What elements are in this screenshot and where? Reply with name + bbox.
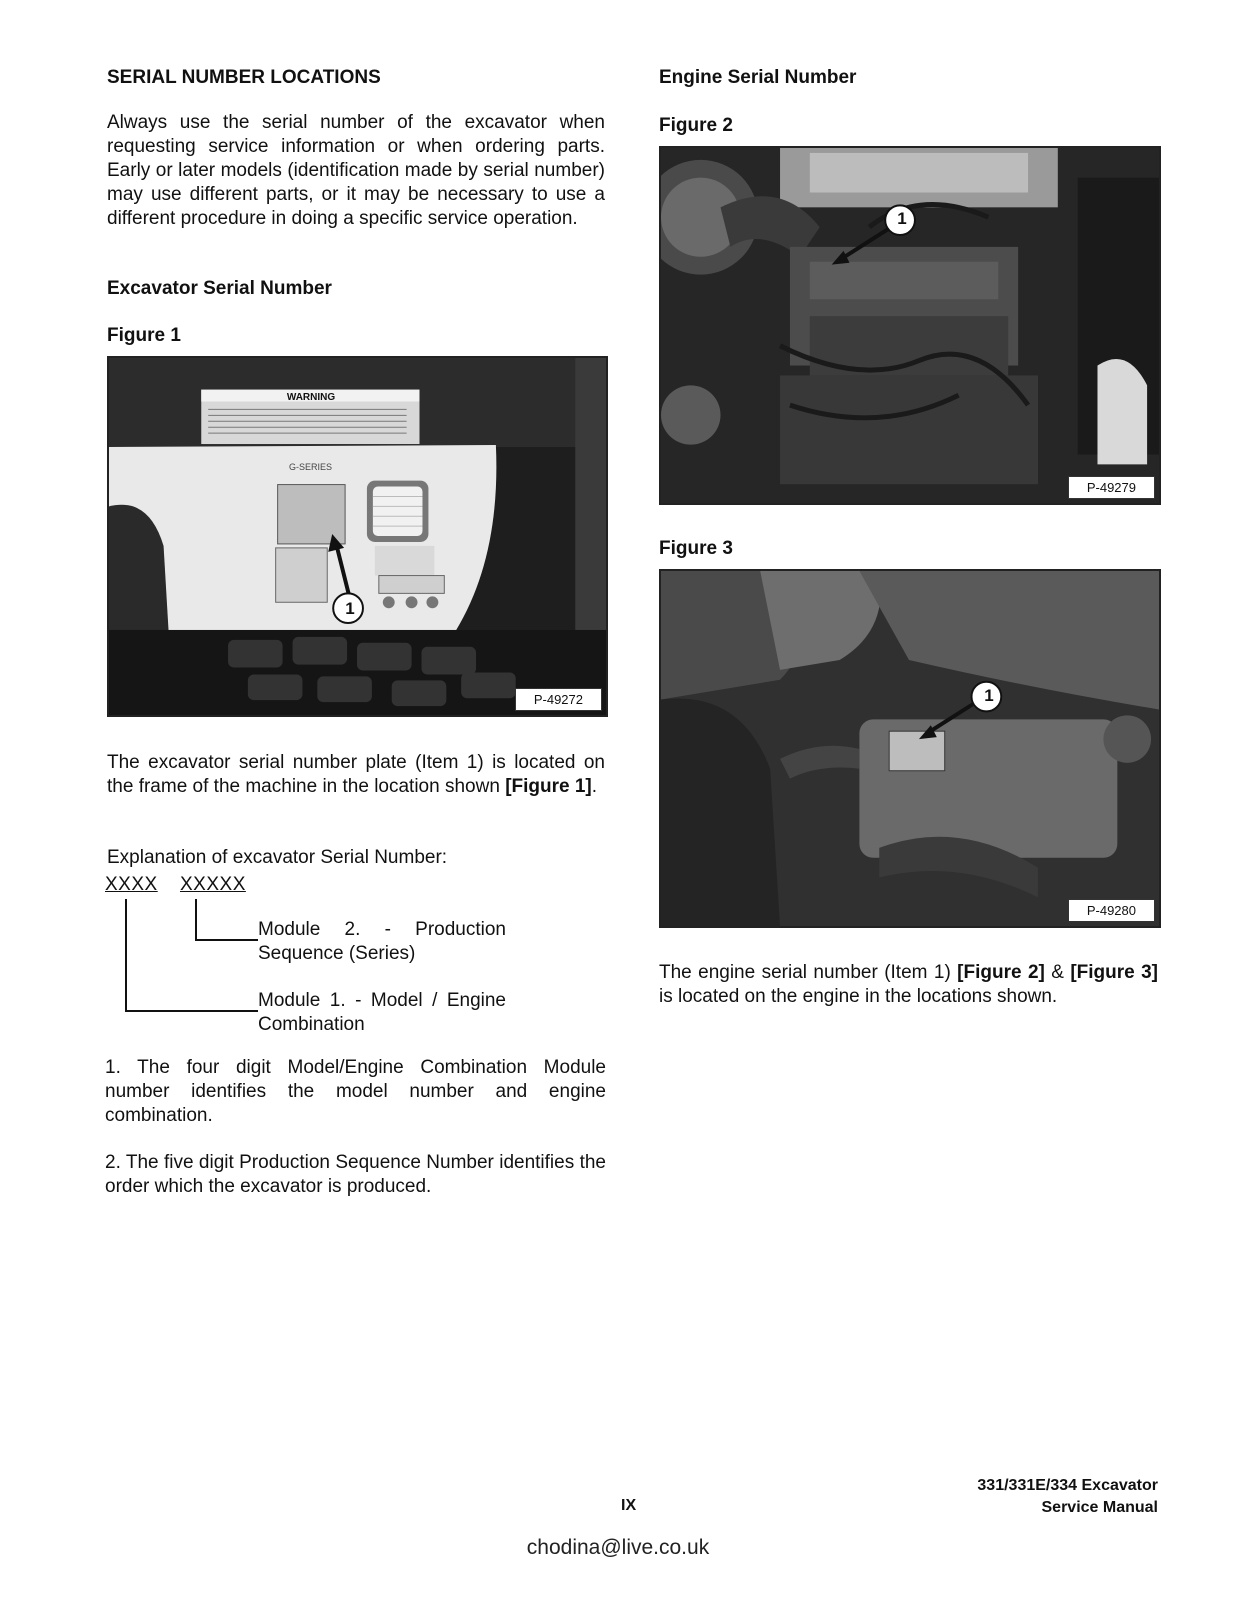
engine-amp: & <box>1044 962 1071 983</box>
figure1-label: Figure 1 <box>107 325 181 346</box>
watermark-email: chodina@live.co.uk <box>526 1536 710 1559</box>
manual-title-line1: 331/331E/334 Excavator <box>977 1477 1158 1494</box>
plate-desc-period: . <box>591 776 598 797</box>
module2-bracket-horizontal <box>195 939 258 941</box>
module1-bracket-vertical <box>125 899 127 1011</box>
manual-title <box>977 1475 1158 1519</box>
figure2-callout: 1 <box>897 209 907 228</box>
figure3-code: P-49280 <box>1068 899 1155 922</box>
intro-paragraph: Always use the serial number of the excavator when requesting service information or when ordering parts. Early or later models (identification made by serial number) may use different parts, or it may be necessary to use a different procedure in doing a specific service operation. <box>107 112 605 229</box>
module1-bracket-horizontal <box>125 1010 258 1012</box>
figure3-photo <box>659 569 1161 928</box>
engine-figure3-ref: [Figure 3] <box>1070 962 1159 983</box>
figure1-callout: 1 <box>345 599 355 618</box>
engine-description <box>659 961 1158 1009</box>
section-title: SERIAL NUMBER LOCATIONS <box>107 67 381 88</box>
module2-bracket-vertical <box>195 899 197 940</box>
figure2-label: Figure 2 <box>659 115 733 136</box>
engine-desc-text: The engine serial number (Item 1) <box>659 962 958 983</box>
figure2-photo <box>659 146 1161 505</box>
serial-module2-code: XXXXX <box>180 874 246 895</box>
explanation-text: Explanation of excavator Serial Number: <box>107 847 448 868</box>
manual-title-line2: Service Manual <box>1041 1499 1158 1516</box>
plate-description <box>107 751 605 799</box>
series-badge-text: G-SERIES <box>289 462 333 472</box>
figure2-code: P-49279 <box>1068 476 1155 499</box>
figure1-code: P-49272 <box>515 688 602 711</box>
plate-figure-ref: [Figure 1] <box>505 776 592 797</box>
figure1-photo <box>107 356 608 717</box>
figure3-label: Figure 3 <box>659 538 733 559</box>
excavator-serial-heading: Excavator Serial Number <box>107 278 332 299</box>
warning-decal-text: WARNING <box>286 392 336 403</box>
note-1: 1. The four digit Model/Engine Combination Module number identifies the model number and engine combination. <box>105 1057 606 1126</box>
plate-desc-text: The excavator serial number plate (Item 1) is located on the frame of the machine in the location shown <box>107 752 605 797</box>
note-2: 2. The five digit Production Sequence Number identifies the order which the excavator is produced. <box>105 1152 606 1197</box>
engine-figure2-ref: [Figure 2] <box>957 962 1045 983</box>
engine-desc-end: is located on the engine in the locations shown. <box>659 986 1058 1007</box>
module1-label: Module 1. - Model / Engine Combination <box>258 990 506 1035</box>
page-number: IX <box>621 1497 637 1514</box>
engine-serial-heading: Engine Serial Number <box>659 67 857 88</box>
figure3-callout: 1 <box>984 686 994 705</box>
module2-label: Module 2. - Production Sequence (Series) <box>258 919 506 964</box>
serial-module1-code: XXXX <box>105 874 158 895</box>
